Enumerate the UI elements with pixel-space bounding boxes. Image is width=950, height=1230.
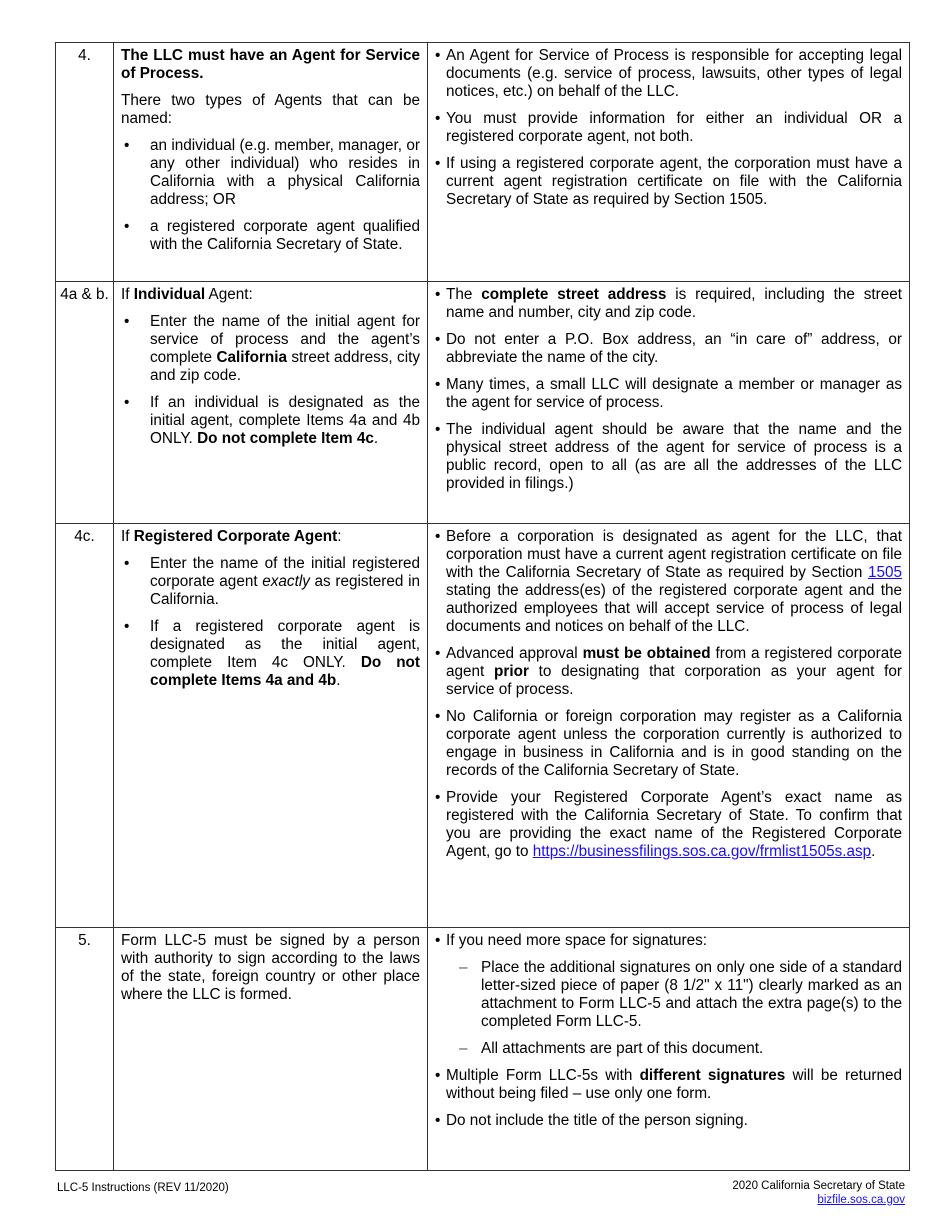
item-number: 4c. bbox=[56, 524, 114, 928]
text-segment: Do not complete Item 4c bbox=[197, 430, 374, 447]
text-segment: Enter the name of the initial registered corporate agent bbox=[150, 555, 420, 590]
item-notes bbox=[428, 282, 910, 524]
text-segment: complete street address bbox=[481, 286, 667, 303]
text-segment: Many times, a small LLC will designate a member or manager as the agent for service of process. bbox=[446, 376, 902, 411]
paragraph bbox=[121, 528, 420, 546]
bullet-item bbox=[435, 1040, 902, 1058]
text-segment: must be obtained bbox=[582, 645, 711, 662]
item-description bbox=[114, 43, 428, 282]
bullet-item bbox=[435, 645, 902, 699]
table-row bbox=[56, 43, 910, 282]
text-segment: There two types of Agents that can be named: bbox=[121, 92, 420, 127]
text-segment: Form LLC-5 must be signed by a person with authority to sign according to the laws of the state, foreign country or other place where the LLC is formed. bbox=[121, 932, 420, 1003]
bullet-item bbox=[435, 376, 902, 412]
table-row bbox=[56, 282, 910, 524]
item-description bbox=[114, 928, 428, 1171]
bullet-item bbox=[435, 286, 902, 322]
text-segment: : bbox=[337, 528, 342, 545]
text-segment: is required, including the street name and number, city and zip code. bbox=[446, 286, 903, 321]
text-segment: Do not include the title of the person signing. bbox=[446, 1112, 748, 1129]
paragraph bbox=[121, 92, 420, 128]
bullet-item bbox=[435, 932, 902, 950]
text-segment: If bbox=[121, 286, 134, 303]
footer-publisher-text: 2020 California Secretary of State bbox=[732, 1180, 905, 1192]
text-segment: exactly bbox=[262, 573, 310, 590]
bullet-item bbox=[121, 555, 420, 609]
item-number: 5. bbox=[56, 928, 114, 1171]
paragraph bbox=[121, 47, 420, 83]
text-segment: an individual (e.g. member, manager, or any other individual) who resides in California with a physical California address; OR bbox=[150, 137, 420, 208]
item-description bbox=[114, 524, 428, 928]
bullet-item bbox=[121, 313, 420, 385]
text-segment: If you need more space for signatures: bbox=[446, 932, 708, 949]
item-notes bbox=[428, 43, 910, 282]
link[interactable]: https://businessfilings.sos.ca.gov/frmlist1505s.asp bbox=[532, 843, 872, 860]
bullet-item bbox=[121, 394, 420, 448]
text-segment: . bbox=[336, 672, 341, 689]
text-segment: Provide your Registered Corporate Agent’s exact name as registered with the California Secretary of State. To confirm that you are providing the exact name of the Registered Corporate Agent, go to bbox=[446, 789, 902, 860]
text-segment: You must provide information for either an individual OR a registered corporate agent, not both. bbox=[446, 110, 902, 145]
text-segment: a registered corporate agent qualified with the California Secretary of State. bbox=[150, 218, 420, 253]
text-segment: An Agent for Service of Process is responsible for accepting legal documents (e.g. service of process, lawsuits, other types of legal notices, etc.) on behalf of the LLC. bbox=[446, 47, 902, 100]
bullet-item bbox=[435, 421, 902, 493]
text-segment: If a registered corporate agent is designated as the initial agent, complete Item 4c ONLY. bbox=[150, 618, 420, 671]
bullet-item bbox=[435, 959, 902, 1031]
bullet-item bbox=[435, 789, 902, 861]
text-segment: different signatures bbox=[639, 1067, 786, 1084]
text-segment: All attachments are part of this document. bbox=[481, 1040, 764, 1057]
text-segment: stating the address(es) of the registered corporate agent and the authorized employees that will accept service of process of legal documents and notices on behalf of the LLC. bbox=[446, 582, 902, 635]
text-segment: street address, city and zip code. bbox=[150, 349, 420, 384]
text-segment: If an individual is designated as the initial agent, complete Items 4a and 4b ONLY. bbox=[150, 394, 420, 447]
item-number: 4. bbox=[56, 43, 114, 282]
footer-publisher bbox=[732, 1179, 905, 1207]
link[interactable]: 1505 bbox=[867, 564, 902, 581]
text-segment: Agent: bbox=[205, 286, 253, 303]
text-segment: . bbox=[871, 843, 876, 860]
text-segment: California bbox=[216, 349, 287, 366]
text-segment: The LLC must have an Agent for Service of Process. bbox=[121, 47, 420, 82]
text-segment: . bbox=[373, 430, 379, 447]
instructions-table bbox=[55, 42, 910, 1171]
bullet-item bbox=[435, 1067, 902, 1103]
text-segment: Individual bbox=[133, 286, 206, 303]
item-number: 4a & b. bbox=[56, 282, 114, 524]
bullet-item bbox=[121, 218, 420, 254]
paragraph bbox=[121, 932, 420, 1004]
text-segment: from a registered corporate agent bbox=[446, 645, 902, 680]
text-segment: Registered Corporate Agent bbox=[133, 528, 338, 545]
text-segment: will be returned without being filed – use only one form. bbox=[446, 1067, 902, 1102]
bullet-item bbox=[435, 155, 902, 209]
table-row bbox=[56, 524, 910, 928]
bullet-item bbox=[435, 110, 902, 146]
text-segment: to designating that corporation as your agent for service of process. bbox=[446, 663, 903, 698]
text-segment: Advanced approval bbox=[446, 645, 583, 662]
text-segment: The bbox=[446, 286, 482, 303]
item-notes bbox=[428, 928, 910, 1171]
bullet-item bbox=[435, 331, 902, 367]
footer-form-revision: LLC-5 Instructions (REV 11/2020) bbox=[57, 1182, 229, 1194]
bullet-item bbox=[435, 708, 902, 780]
text-segment: If using a registered corporate agent, the corporation must have a current agent registration certificate on file with the California Secretary of State as required by Section 1505. bbox=[446, 155, 902, 208]
bizfile-link[interactable]: bizfile.sos.ca.gov bbox=[817, 1194, 905, 1206]
item-notes bbox=[428, 524, 910, 928]
bullet-item bbox=[435, 528, 902, 636]
text-segment: prior bbox=[494, 663, 529, 680]
text-segment: Before a corporation is designated as agent for the LLC, that corporation must have a current agent registration certificate on file with the California Secretary of State as required by Section bbox=[446, 528, 902, 581]
bullet-item bbox=[121, 137, 420, 209]
text-segment: Multiple Form LLC-5s with bbox=[446, 1067, 640, 1084]
bullet-item bbox=[435, 1112, 902, 1130]
text-segment: The individual agent should be aware that the name and the physical street address of the agent for service of process is a public record, open to all (as are all the addresses of the LLC provided in filings.) bbox=[446, 421, 902, 492]
text-segment: Enter the name of the initial agent for service of process and the agent’s complete bbox=[150, 313, 420, 366]
bullet-item bbox=[435, 47, 902, 101]
text-segment: Place the additional signatures on only one side of a standard letter-sized piece of paper (8 1/2" x 11") clearly marked as an attachment to Form LLC-5 and attach the extra page(s) to the completed Form LLC-5. bbox=[481, 959, 902, 1030]
bullet-item bbox=[121, 618, 420, 690]
paragraph bbox=[121, 286, 420, 304]
text-segment: as registered in California. bbox=[150, 573, 420, 608]
text-segment: Do not enter a P.O. Box address, an “in care of” address, or abbreviate the name of the city. bbox=[446, 331, 902, 366]
item-description bbox=[114, 282, 428, 524]
table-row bbox=[56, 928, 910, 1171]
text-segment: Do not complete Items 4a and 4b bbox=[150, 654, 420, 689]
text-segment: If bbox=[121, 528, 134, 545]
text-segment: No California or foreign corporation may register as a California corporate agent unless the corporation currently is authorized to engage in business in California and is in good standing on the records of the California Secretary of State. bbox=[446, 708, 902, 779]
